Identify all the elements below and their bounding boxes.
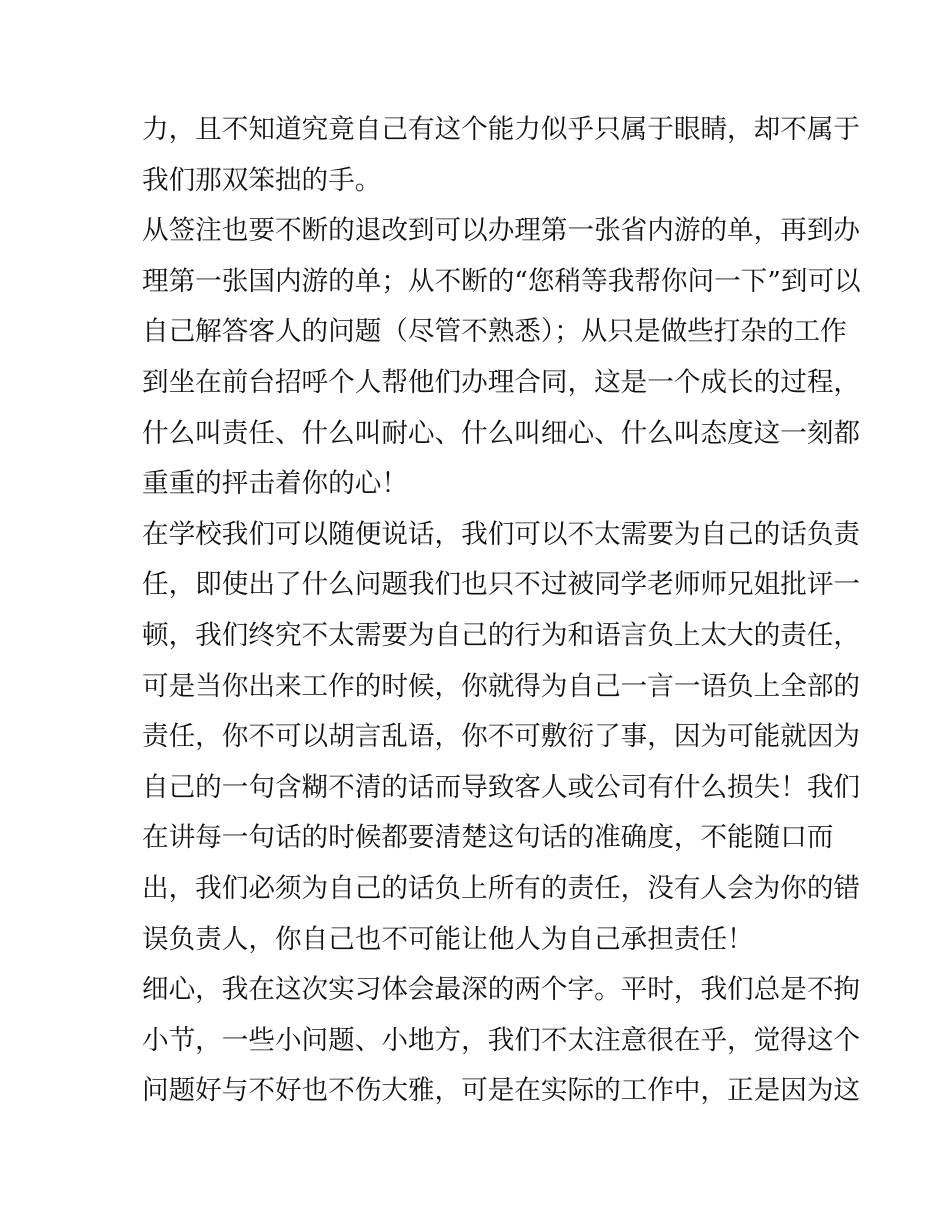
paragraph-1 xyxy=(142,105,861,206)
text-line: 出，我们必须为自己的话负上所有的责任，没有人会为你的错 xyxy=(142,872,861,904)
text-line: 什么叫责任、什么叫耐心、什么叫细心、什么叫态度这一刻都 xyxy=(142,417,861,449)
text-line: 在讲每一句话的时候都要清楚这句话的准确度，不能随口而 xyxy=(142,822,834,854)
paragraph-3 xyxy=(142,510,861,965)
text-line: 从签注也要不断的退改到可以办理第一张省内游的单，再到办 xyxy=(142,215,861,247)
paragraph-2 xyxy=(142,206,861,510)
text-line: 我们那双笨拙的手。 xyxy=(142,164,382,196)
text-line: 责任，你不可以胡言乱语，你不可敷衍了事，因为可能就因为 xyxy=(142,721,861,753)
text-line: 自己的一句含糊不清的话而导致客人或公司有什么损失！我们 xyxy=(142,771,861,803)
paragraph-4 xyxy=(142,965,861,1117)
text-line: 重重的抨击着你的心！ xyxy=(142,468,408,500)
text-line: 细心，我在这次实习体会最深的两个字。平时，我们总是不拘 xyxy=(142,974,861,1006)
text-line: 自己解答客人的问题（尽管不熟悉）；从只是做些打杂的工作 xyxy=(142,316,847,348)
text-line: 可是当你出来工作的时候，你就得为自己一言一语负上全部的 xyxy=(142,670,861,702)
text-line: 力，且不知道究竟自己有这个能力似乎只属于眼睛，却不属于 xyxy=(142,114,861,145)
text-line: 顿，我们终究不太需要为自己的行为和语言负上太大的责任， xyxy=(142,619,861,651)
text-line: 到坐在前台招呼个人帮他们办理合同，这是一个成长的过程， xyxy=(142,366,861,398)
document-body xyxy=(142,105,861,1117)
text-line: 问题好与不好也不伤大雅，可是在实际的工作中，正是因为这 xyxy=(142,1075,861,1107)
text-line: 任，即使出了什么问题我们也只不过被同学老师师兄姐批评一 xyxy=(142,569,861,601)
text-line: 小节，一些小问题、小地方，我们不太注意很在乎，觉得这个 xyxy=(142,1024,861,1056)
text-line: 在学校我们可以随便说话，我们可以不太需要为自己的话负责 xyxy=(142,518,861,550)
text-line: 理第一张国内游的单；从不断的“您稍等我帮你问一下”到可以 xyxy=(142,265,861,297)
text-line: 误负责人，你自己也不可能让他人为自己承担责任！ xyxy=(142,923,754,955)
